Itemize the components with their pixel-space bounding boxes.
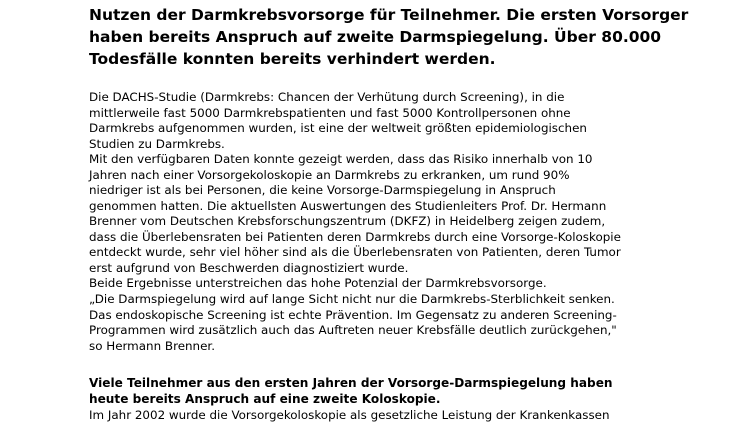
lead-line: Nutzen der Darmkrebsvorsorge für Teilnehmer. Die ersten Vorsorger xyxy=(89,6,689,24)
subheading-line: heute bereits Anspruch auf eine zweite Koloskopie. xyxy=(89,391,441,406)
body-line: Studien zu Darmkrebs. xyxy=(89,136,225,151)
body-line: niedriger ist als bei Personen, die keine Vorsorge-Darmspiegelung in Anspruch xyxy=(89,183,556,197)
body-line: Beide Ergebnisse unterstreichen das hohe Potenzial der Darmkrebsvorsorge. xyxy=(89,276,547,290)
lead-paragraph xyxy=(89,4,729,70)
body-line: erst aufgrund von Beschwerden diagnostiziert wurde. xyxy=(89,260,409,275)
quote-line: „Die Darmspiegelung wird auf lange Sicht nicht nur die Darmkrebs-Sterblichkeit senken. xyxy=(89,292,615,306)
body-line: Darmkrebs aufgenommen wurden, ist eine der weltweit größten epidemiologischen xyxy=(89,121,587,135)
body-line: Jahren nach einer Vorsorgekoloskopie an Darmkrebs zu erkranken, um rund 90% xyxy=(89,167,570,182)
quote-line: Programmen wird zusätzlich auch das Auftreten neuer Krebsfälle deutlich zurückgehen," xyxy=(89,323,617,337)
body-line: mittlerweile fast 5000 Darmkrebspatienten und fast 5000 Kontrollpersonen ohne xyxy=(89,105,571,120)
body-line: Die DACHS-Studie (Darmkrebs: Chancen der Verhütung durch Screening), in die xyxy=(89,90,565,104)
lead-line: Todesfälle konnten bereits verhindert werden. xyxy=(89,50,496,68)
body-line: genommen hatten. Die aktuellsten Auswertungen des Studienleiters Prof. Dr. Hermann xyxy=(89,198,607,213)
body-line: entdeckt wurde, sehr viel höher sind als die Überlebensraten von Patienten, deren Tumor xyxy=(89,245,621,259)
subheading-line: Viele Teilnehmer aus den ersten Jahren der Vorsorge-Darmspiegelung haben xyxy=(89,376,613,390)
section-subheading xyxy=(89,376,729,407)
lead-line: haben bereits Anspruch auf zweite Darmspiegelung. Über 80.000 xyxy=(89,28,662,46)
partial-paragraph: Im Jahr 2002 wurde die Vorsorgekoloskopie als gesetzliche Leistung der Krankenkassen xyxy=(89,408,610,422)
body-line: Mit den verfügbaren Daten konnte gezeigt werden, dass das Risiko innerhalb von 10 xyxy=(89,152,593,166)
quote-line: so Hermann Brenner. xyxy=(89,338,215,353)
body-line: dass die Überlebensraten bei Patienten deren Darmkrebs durch eine Vorsorge-Koloskopie xyxy=(89,229,621,244)
quote-paragraph xyxy=(89,292,729,354)
body-line: Brenner vom Deutschen Krebsforschungszentrum (DKFZ) in Heidelberg zeigen zudem, xyxy=(89,214,606,228)
quote-line: Das endoskopische Screening ist echte Prävention. Im Gegensatz zu anderen Screening- xyxy=(89,307,617,322)
body-paragraph xyxy=(89,90,729,292)
